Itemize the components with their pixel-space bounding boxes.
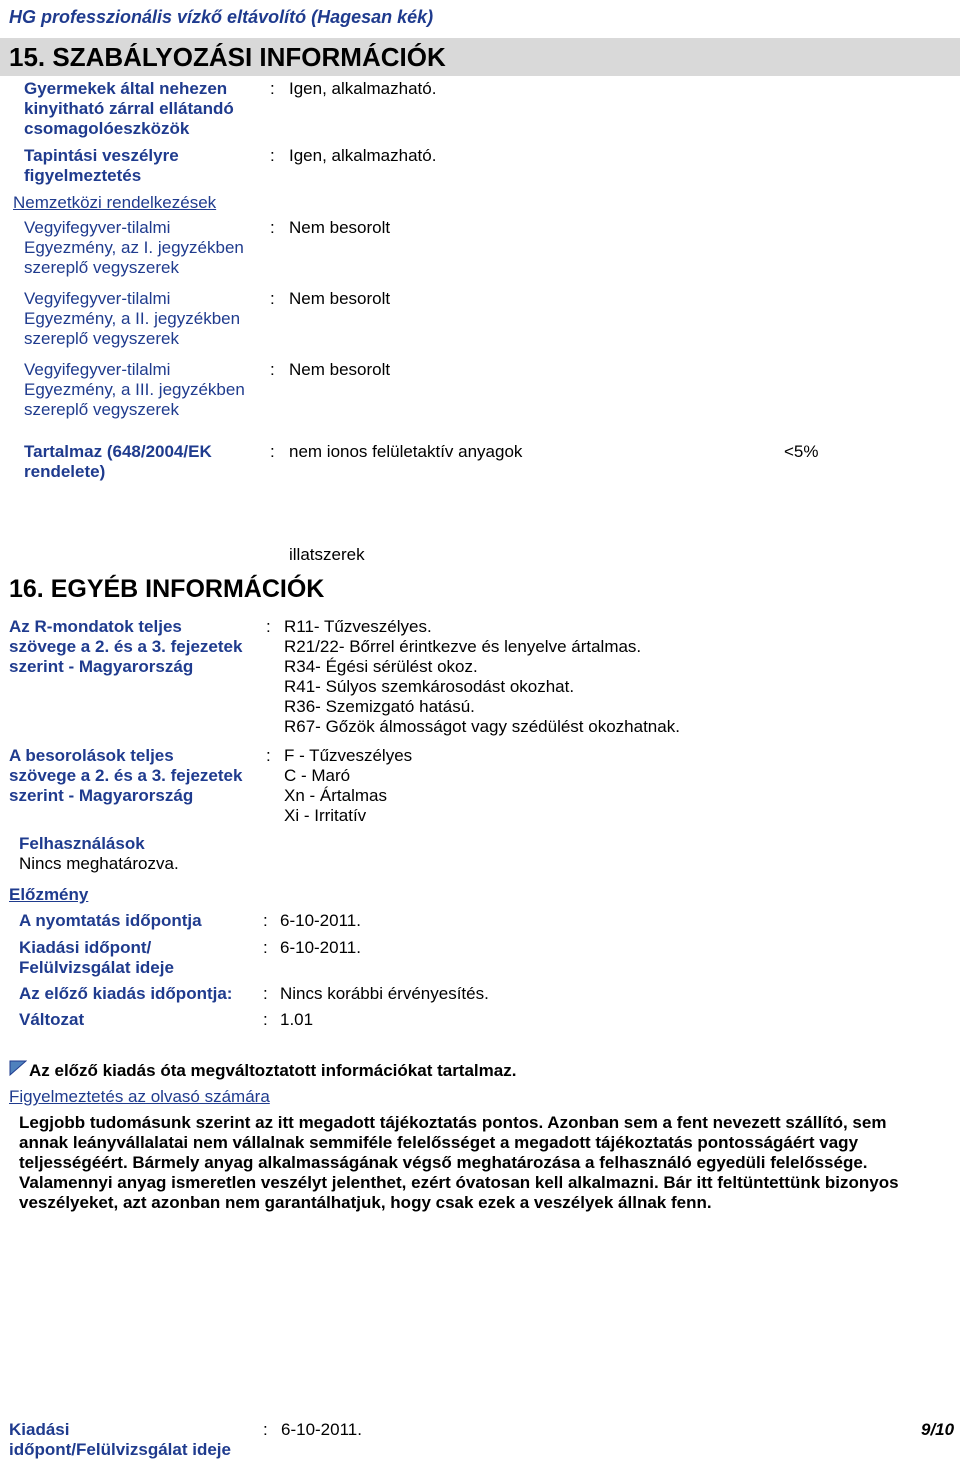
- notice-heading: Figyelmeztetés az olvasó számára: [9, 1087, 270, 1106]
- r-phrases-label: Az R-mondatok teljes szövege a 2. és a 3. fejezetek szerint - Magyarország: [9, 617, 243, 676]
- colon: :: [270, 360, 275, 379]
- product-title: HG professzionális vízkő eltávolító (Hagesan kék): [9, 7, 434, 27]
- classifications-list: F - Tűzveszélyes C - Maró Xn - Ártalmas Xi - Irritatív: [284, 746, 413, 825]
- detergent-percent: <5%: [784, 442, 819, 461]
- uses-label: Felhasználások: [19, 834, 145, 853]
- print-date-label: A nyomtatás időpontja: [19, 911, 202, 930]
- section-16-title: 16. EGYÉB INFORMÁCIÓK: [9, 575, 325, 603]
- colon: :: [270, 146, 275, 165]
- colon: :: [263, 984, 268, 1003]
- previous-issue-label: Az előző kiadás időpontja:: [19, 984, 233, 1003]
- notice-text: Legjobb tudomásunk szerint az itt megadott tájékoztatás pontos. Azonban sem a fent nevezett szállító, sem annak leányvállalatai nem vállalnak semmiféle felelősséget a megadott tájékoztatás pontosságáért vagy teljességéért. Bármely anyag alkalmasságának végső meghatározása a felhasználó egyedüli felelőssége. Valamennyi anyag ismeretlen veszélyt jelenthet, ezért óvatosan kell alkalmazni. Bár itt feltüntettünk bizonyos veszélyeket, azt azonban nem garantálhatjuk, hogy csak ezek a veszélyek állnak fenn.: [19, 1113, 899, 1212]
- detergent-regulation-label: Tartalmaz (648/2004/EK rendelete): [24, 442, 212, 481]
- cwc-schedule-2-label: Vegyifegyver-tilalmi Egyezmény, a II. jegyzékben szereplő vegyszerek: [24, 289, 241, 348]
- print-date-value: 6-10-2011.: [280, 911, 361, 930]
- colon: :: [266, 617, 271, 636]
- issue-date-value: 6-10-2011.: [280, 938, 361, 957]
- colon: :: [270, 79, 275, 98]
- version-label: Változat: [19, 1010, 85, 1029]
- colon: :: [263, 1010, 268, 1029]
- version-value: 1.01: [280, 1010, 314, 1029]
- cwc-schedule-1-value: Nem besorolt: [289, 218, 391, 237]
- history-heading: Előzmény: [9, 885, 89, 904]
- footer-issue-value: 6-10-2011.: [281, 1420, 362, 1439]
- colon: :: [270, 289, 275, 308]
- classifications-label: A besorolások teljes szövege a 2. és a 3. fejezetek szerint - Magyarország: [9, 746, 243, 805]
- previous-issue-value: Nincs korábbi érvényesítés.: [280, 984, 489, 1003]
- footer-divider: [0, 1405, 960, 1406]
- tactile-warning-value: Igen, alkalmazható.: [289, 146, 437, 165]
- uses-value: Nincs meghatározva.: [19, 854, 179, 873]
- cwc-schedule-3-label: Vegyifegyver-tilalmi Egyezmény, a III. jegyzékben szereplő vegyszerek: [24, 360, 245, 419]
- changed-info-note: Az előző kiadás óta megváltoztatott információkat tartalmaz.: [29, 1061, 517, 1080]
- cwc-schedule-2-value: Nem besorolt: [289, 289, 391, 308]
- footer-issue-label: Kiadási időpont/Felülvizsgálat ideje: [9, 1420, 231, 1459]
- page-number: 9/10: [921, 1420, 955, 1439]
- tactile-warning-label: Tapintási veszélyre figyelmeztetés: [24, 146, 179, 185]
- child-resistant-label: Gyermekek által nehezen kinyitható zárral ellátandó csomagolóeszközök: [24, 79, 234, 138]
- triangle-marker-icon: [9, 1060, 27, 1076]
- detergent-extra: illatszerek: [289, 545, 365, 564]
- colon: :: [270, 218, 275, 237]
- colon: :: [263, 1420, 268, 1439]
- issue-date-label: Kiadási időpont/ Felülvizsgálat ideje: [19, 938, 174, 977]
- colon: :: [266, 746, 271, 765]
- colon: :: [263, 911, 268, 930]
- colon: :: [270, 442, 275, 461]
- international-heading: Nemzetközi rendelkezések: [13, 193, 217, 212]
- colon: :: [263, 938, 268, 957]
- section-15-title: 15. SZABÁLYOZÁSI INFORMÁCIÓK: [9, 42, 446, 72]
- child-resistant-value: Igen, alkalmazható.: [289, 79, 437, 98]
- detergent-regulation-value: nem ionos felületaktív anyagok: [289, 442, 523, 461]
- r-phrases-list: R11- Tűzveszélyes. R21/22- Bőrrel érintkezve és lenyelve ártalmas. R34- Égési sérülést okoz. R41- Súlyos szemkárosodást okozhat. R36- Szemizgató hatású. R67- Gőzök álmosságot vagy szédülést okozhatnak.: [284, 617, 680, 736]
- cwc-schedule-3-value: Nem besorolt: [289, 360, 391, 379]
- cwc-schedule-1-label: Vegyifegyver-tilalmi Egyezmény, az I. jegyzékben szereplő vegyszerek: [24, 218, 244, 277]
